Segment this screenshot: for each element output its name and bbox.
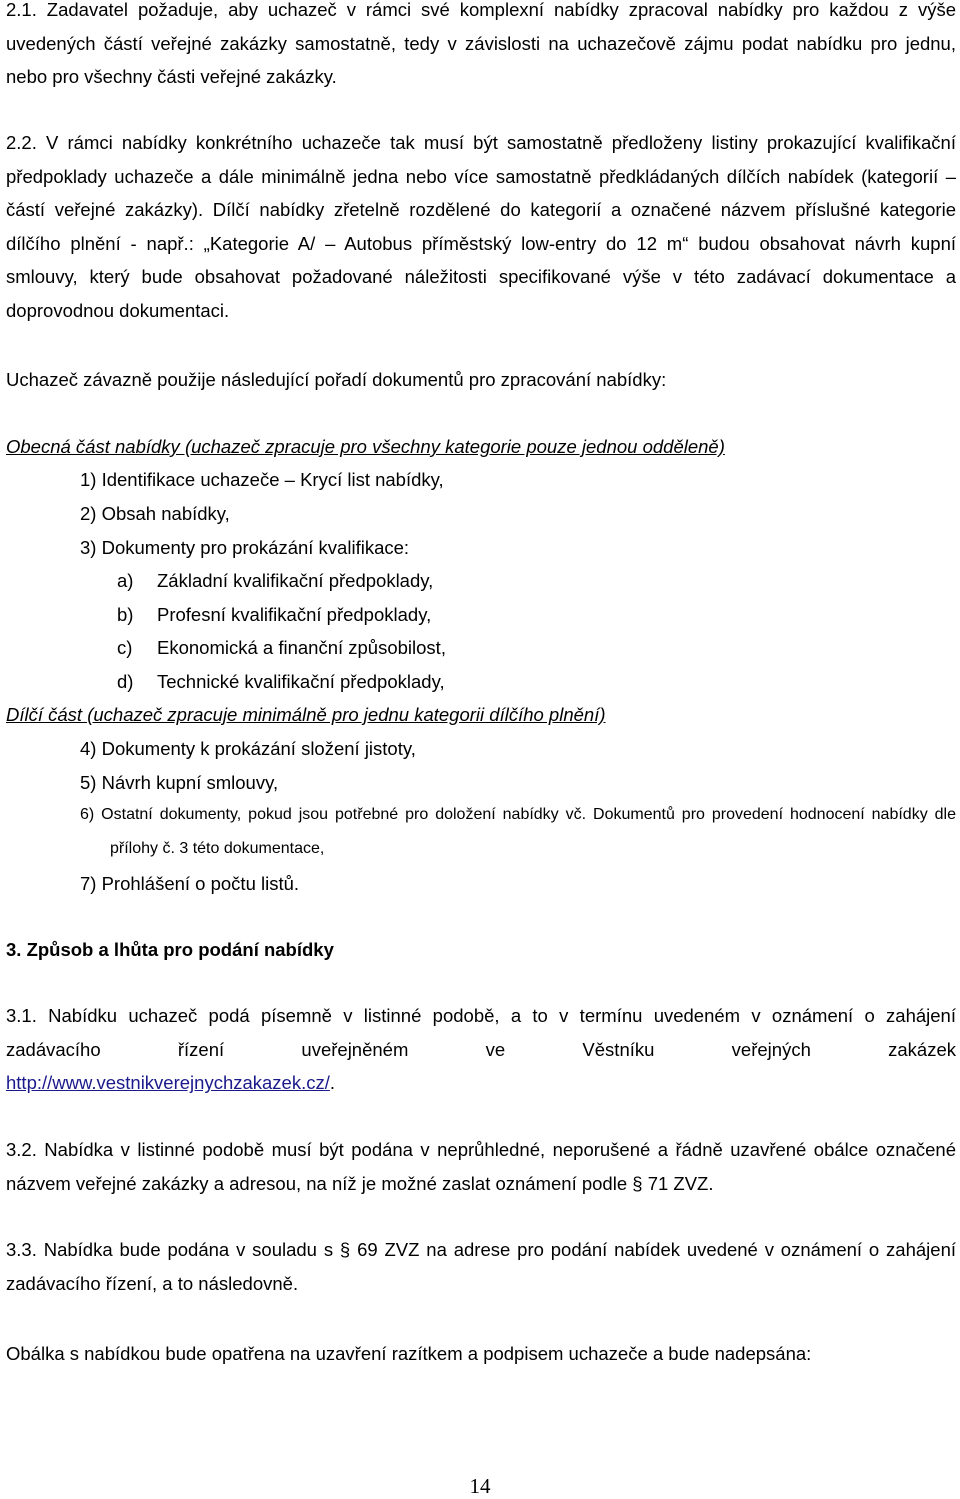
paragraph-3-3: 3.3. Nabídka bude podána v souladu s § 69 ZVZ na adrese pro podání nabídek uvedené v oznámení o zahájení zadávacího řízení, a to následovně. [6,1239,956,1294]
list-item-6: 6) Ostatní dokumenty, pokud jsou potřebné pro doložení nabídky vč. Dokumentů pro provedení hodnocení nabídky dle přílohy č. 3 této dokumentace, [80,806,956,857]
paragraph-3-1-link-line: http://www.vestnikverejnychzakazek.cz/. [6,1072,336,1094]
general-part-heading: Obecná část nabídky (uchazeč zpracuje pro všechny kategorie pouze jednou odděleně) [6,436,725,457]
paragraph-3-2: 3.2. Nabídka v listinné podobě musí být podána v neprůhledné, neporušené a řádně uzavřené obálce označené názvem veřejné zakázky a adresou, na níž je možné zaslat oznámení podle § 71 ZVZ. [6,1139,956,1194]
paragraph-3-1-text: 3.1. Nabídku uchazeč podá písemně v listinné podobě, a to v termínu uvedeném v oznámení o zahájení zadávacího řízení uveřejněném ve Věstníku veřejných zakázek [6,1005,956,1060]
partial-part-heading: Dílčí část (uchazeč zpracuje minimálně pro jednu kategorii dílčího plnění) [6,704,606,725]
paragraph-2-2: 2.2. V rámci nabídky konkrétního uchazeče tak musí být samostatně předloženy listiny prokazující kvalifikační předpoklady uchazeče a dále minimálně jedna nebo více samostatně předkládaných dílčích nabídek (kategorií – částí veřejné zakázky). Dílčí nabídky zřetelně rozdělené do kategorií a označené názvem příslušné kategorie dílčího plnění - např.: „Kategorie A/ – Autobus příměstský low-entry do 12 m“ budou obsahovat návrh kupní smlouvy, který bude obsahovat požadované náležitosti specifikované výše v této zadávací dokumentace a doprovodnou dokumentaci. [6,132,956,321]
order-intro: Uchazeč závazně použije následující pořadí dokumentů pro zpracování nabídky: [6,369,667,390]
vestnik-link[interactable]: http://www.vestnikverejnychzakazek.cz/ [6,1072,330,1094]
list-item-2: 2) Obsah nabídky, [80,503,230,524]
sub-item-a: a) Základní kvalifikační předpoklady, [117,570,434,591]
list-item-3: 3) Dokumenty pro prokázání kvalifikace: [80,537,410,558]
list-item-4: 4) Dokumenty k prokázání složení jistoty, [80,738,416,759]
envelope-paragraph: Obálka s nabídkou bude opatřena na uzavření razítkem a podpisem uchazeče a bude nadepsána: [6,1343,812,1364]
sub-item-c: c) Ekonomická a finanční způsobilost, [117,637,446,658]
sub-item-d: d) Technické kvalifikační předpoklady, [117,671,445,692]
list-item-7: 7) Prohlášení o počtu listů. [80,873,300,894]
list-item-1: 1) Identifikace uchazeče – Krycí list nabídky, [80,469,444,490]
list-item-5: 5) Návrh kupní smlouvy, [80,772,279,793]
paragraph-3-1 [6,999,956,1100]
page-number: 14 [469,1474,491,1498]
paragraph-2-1: 2.1. Zadavatel požaduje, aby uchazeč v rámci své komplexní nabídky zpracoval nabídky pro každou z výše uvedených částí veřejné zakázky samostatně, tedy v závislosti na uchazečově zájmu podat nabídku pro jednu, nebo pro všechny části veřejné zakázky. [6,0,956,88]
sub-item-b: b) Profesní kvalifikační předpoklady, [117,604,432,625]
section-3-heading: 3. Způsob a lhůta pro podání nabídky [6,939,334,960]
